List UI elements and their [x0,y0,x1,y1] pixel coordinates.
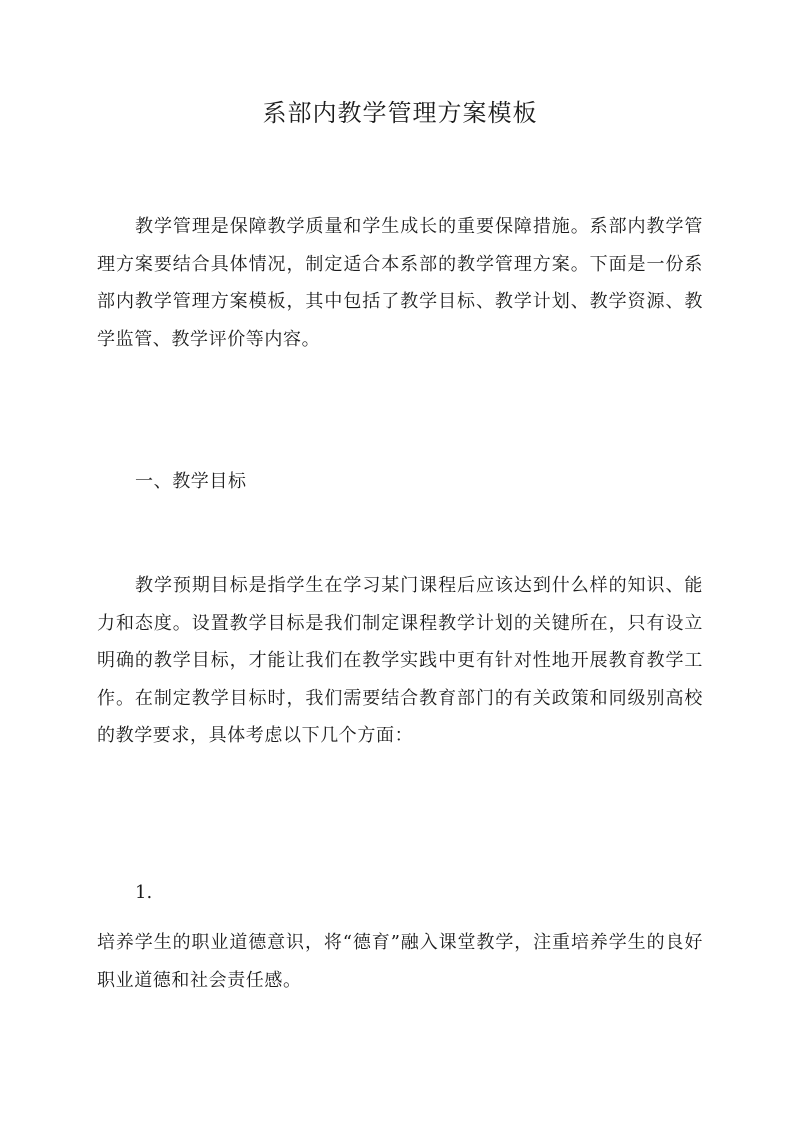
section-body-teaching-goals: 教学预期目标是指学生在学习某门课程后应该达到什么样的知识、能力和态度。设置教学目标是我们制定课程教学计划的关键所在，只有设立明确的教学目标，才能让我们在教学实践中更有针对性地开展教育教学工作。在制定教学目标时，我们需要结合教育部门的有关政策和同级别高校的教学要求，具体考虑以下几个方面： [97,575,703,746]
list-item-number: 1. [135,882,153,903]
section-heading-teaching-goals: 一、教学目标 [135,471,247,492]
document-title: 系部内教学管理方案模板 [262,99,538,127]
intro-paragraph: 教学管理是保障教学质量和学生成长的重要保障措施。系部内教学管理方案要结合具体情况，制定适合本系部的教学管理方案。下面是一份系部内教学管理方案模板，其中包括了教学目标、教学计划、教学资源、教学监管、教学评价等内容。 [97,216,703,350]
list-item-text: 培养学生的职业道德意识，将“德育”融入课堂教学，注重培养学生的良好职业道德和社会责任感。 [97,932,703,991]
